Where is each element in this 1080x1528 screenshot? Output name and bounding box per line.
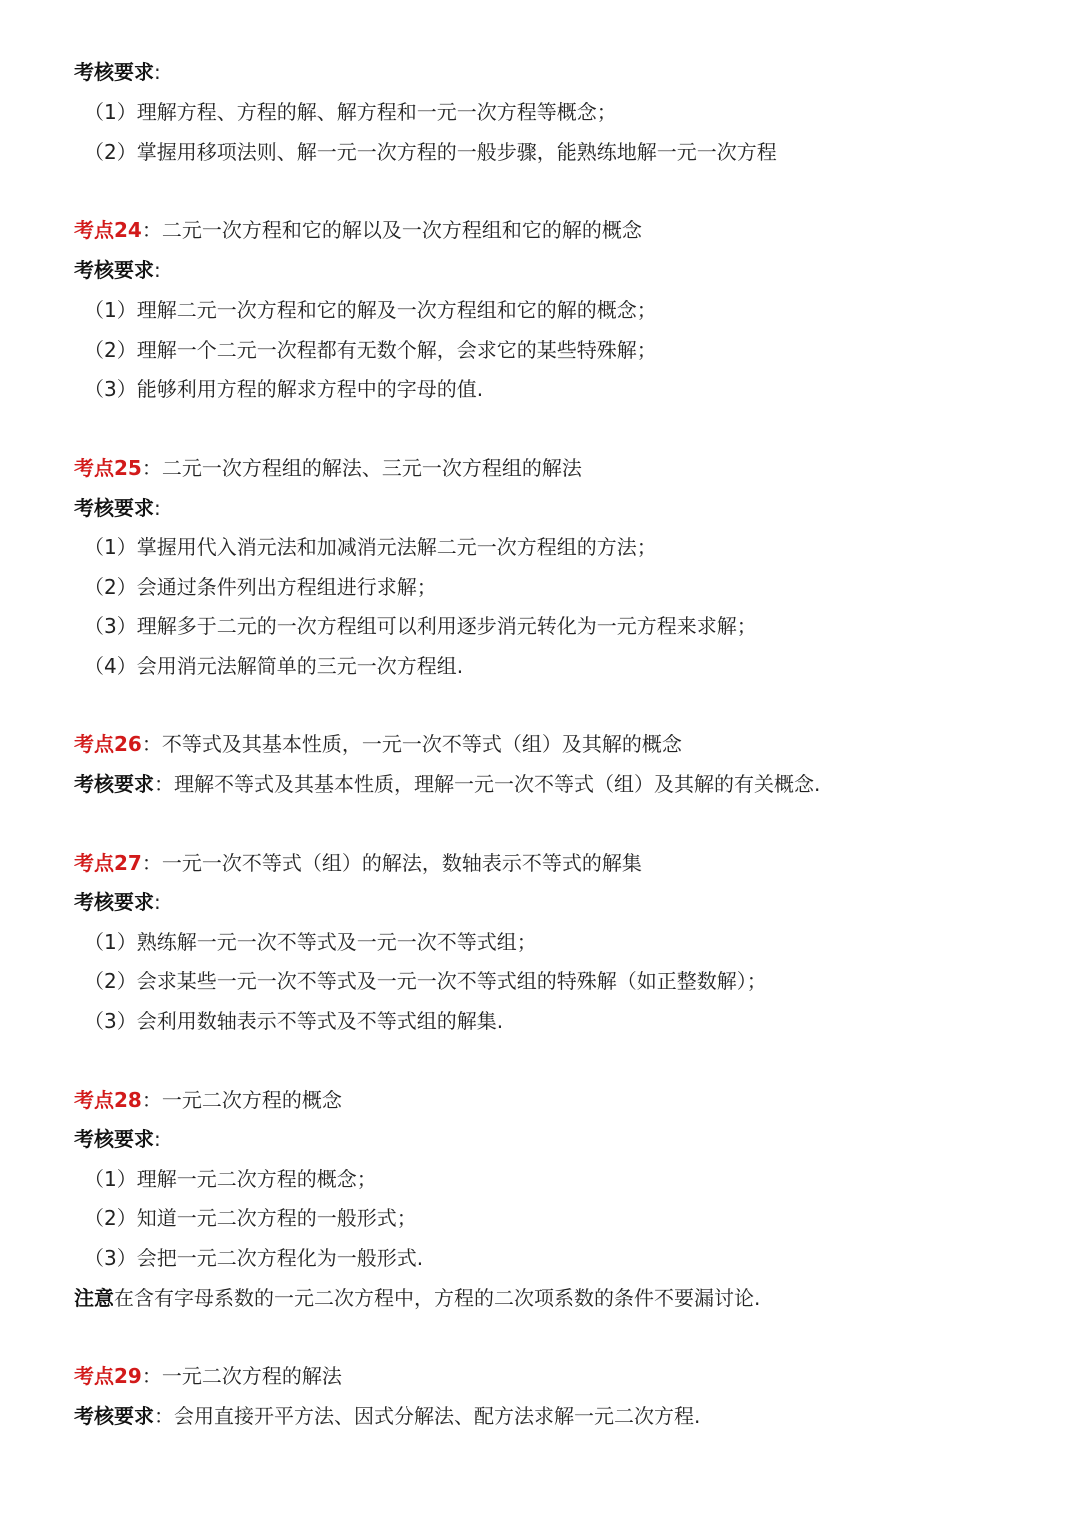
- exam-point-title: 一元一次不等式（组）的解法，数轴表示不等式的解集: [161, 851, 642, 875]
- section-title-kp29: 考点29：一元二次方程的解法: [74, 1364, 342, 1388]
- exam-point-label: 考点28: [74, 1088, 142, 1112]
- requirement-heading: 考核要求:: [74, 496, 161, 520]
- requirement-heading: 考核要求:: [74, 1127, 161, 1151]
- requirement-item: （2）会求某些一元一次不等式及一元一次不等式组的特殊解（如正整数解）；: [84, 969, 767, 993]
- exam-point-title: 二元一次方程和它的解以及一次方程组和它的解的概念: [161, 218, 642, 242]
- section-title-kp28: 考点28：一元二次方程的概念: [74, 1088, 342, 1112]
- requirement-line: 考核要求：理解不等式及其基本性质，理解一元一次不等式（组）及其解的有关概念.: [74, 772, 821, 796]
- section-title-kp26: 考点26：不等式及其基本性质，一元一次不等式（组）及其解的概念: [74, 732, 682, 756]
- exam-point-title: 不等式及其基本性质，一元一次不等式（组）及其解的概念: [161, 732, 682, 756]
- requirement-item: （1）理解一元二次方程的概念；: [84, 1167, 377, 1191]
- exam-point-label: 考点25: [74, 456, 142, 480]
- requirement-item: （3）能够利用方程的解求方程中的字母的值.: [84, 377, 484, 401]
- section-title-kp24: 考点24：二元一次方程和它的解以及一次方程组和它的解的概念: [74, 218, 642, 242]
- exam-point-label: 考点29: [74, 1364, 142, 1388]
- requirement-item: （3）理解多于二元的一次方程组可以利用逐步消元转化为一元方程来求解；: [84, 614, 757, 638]
- requirement-item: （1）熟练解一元一次不等式及一元一次不等式组；: [84, 930, 537, 954]
- exam-point-title: 一元二次方程的概念: [161, 1088, 342, 1112]
- note-text: 在含有字母系数的一元二次方程中，方程的二次项系数的条件不要漏讨论.: [114, 1286, 761, 1310]
- requirement-text: 理解不等式及其基本性质，理解一元一次不等式（组）及其解的有关概念.: [174, 772, 821, 796]
- requirement-heading: 考核要求:: [74, 258, 161, 282]
- requirement-item: （3）会利用数轴表示不等式及不等式组的解集.: [84, 1009, 504, 1033]
- requirement-item: （2）理解一个二元一次程都有无数个解，会求它的某些特殊解；: [84, 338, 657, 362]
- requirement-item: （2）掌握用移项法则、解一元一次方程的一般步骤，能熟练地解一元一次方程: [84, 140, 777, 164]
- requirement-text: 会用直接开平方法、因式分解法、配方法求解一元二次方程.: [174, 1404, 701, 1428]
- requirement-item: （2）知道一元二次方程的一般形式；: [84, 1206, 417, 1230]
- exam-point-title: 二元一次方程组的解法、三元一次方程组的解法: [161, 456, 582, 480]
- requirement-item: （4）会用消元法解简单的三元一次方程组.: [84, 654, 464, 678]
- section-title-kp25: 考点25：二元一次方程组的解法、三元一次方程组的解法: [74, 456, 582, 480]
- requirement-item: （3）会把一元二次方程化为一般形式.: [84, 1246, 424, 1270]
- note-line: [74, 1286, 760, 1310]
- requirement-heading: 考核要求:: [74, 890, 161, 914]
- requirement-item: （1）掌握用代入消元法和加减消元法解二元一次方程组的方法；: [84, 535, 657, 559]
- requirement-item: （1）理解方程、方程的解、解方程和一元一次方程等概念；: [84, 100, 617, 124]
- exam-point-label: 考点24: [74, 218, 142, 242]
- note-label: 注意: [74, 1286, 114, 1310]
- exam-point-title: 一元二次方程的解法: [161, 1364, 342, 1388]
- requirement-item: （1）理解二元一次方程和它的解及一次方程组和它的解的概念；: [84, 298, 657, 322]
- requirement-heading: 考核要求:: [74, 60, 161, 84]
- requirement-line: 考核要求：会用直接开平方法、因式分解法、配方法求解一元二次方程.: [74, 1404, 701, 1428]
- section-title-kp27: 考点27：一元一次不等式（组）的解法，数轴表示不等式的解集: [74, 851, 642, 875]
- requirement-item: （2）会通过条件列出方程组进行求解；: [84, 575, 437, 599]
- exam-point-label: 考点26: [74, 732, 142, 756]
- exam-point-label: 考点27: [74, 851, 142, 875]
